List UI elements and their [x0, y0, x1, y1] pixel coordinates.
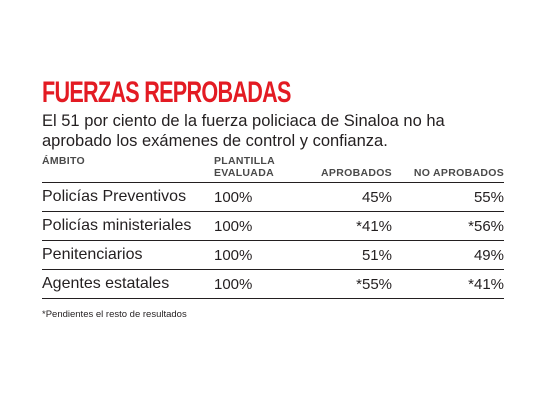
subtitle-line-1: El 51 por ciento de la fuerza policiaca de Sinaloa no ha — [42, 112, 445, 130]
table-row — [42, 183, 504, 212]
cell-ambito: Penitenciarios — [42, 241, 210, 270]
table-header-row — [42, 155, 504, 183]
cell-ambito: Policías ministeriales — [42, 212, 210, 241]
cell-aprobados: 51% — [314, 241, 392, 270]
header-ambito: ÁMBITO — [42, 155, 210, 183]
header-plantilla — [210, 155, 314, 183]
header-aprobados: APROBADOS — [314, 155, 392, 183]
header-no-aprobados: NO APROBADOS — [392, 155, 504, 183]
cell-aprobados: *41% — [314, 212, 392, 241]
infographic — [42, 77, 504, 320]
footnote: *Pendientes el resto de resultados — [42, 309, 187, 320]
table-row — [42, 212, 504, 241]
cell-no-aprobados: 55% — [392, 183, 504, 212]
cell-no-aprobados: *56% — [392, 212, 504, 241]
cell-aprobados: *55% — [314, 270, 392, 299]
cell-plantilla: 100% — [210, 270, 314, 299]
cell-plantilla: 100% — [210, 183, 314, 212]
cell-ambito: Policías Preventivos — [42, 183, 210, 212]
cell-no-aprobados: *41% — [392, 270, 504, 299]
cell-plantilla: 100% — [210, 212, 314, 241]
header-plantilla-line-1: PLANTILLA — [214, 155, 276, 167]
results-table — [42, 155, 504, 299]
table-row — [42, 241, 504, 270]
cell-ambito: Agentes estatales — [42, 270, 210, 299]
cell-no-aprobados: 49% — [392, 241, 504, 270]
chart-subtitle — [42, 111, 504, 151]
cell-aprobados: 45% — [314, 183, 392, 212]
cell-plantilla: 100% — [210, 241, 314, 270]
table-row — [42, 270, 504, 299]
chart-title: FUERZAS REPROBADAS — [42, 76, 291, 109]
header-plantilla-line-2: EVALUADA — [214, 167, 274, 179]
subtitle-line-2: aprobado los exámenes de control y confianza. — [42, 132, 388, 150]
